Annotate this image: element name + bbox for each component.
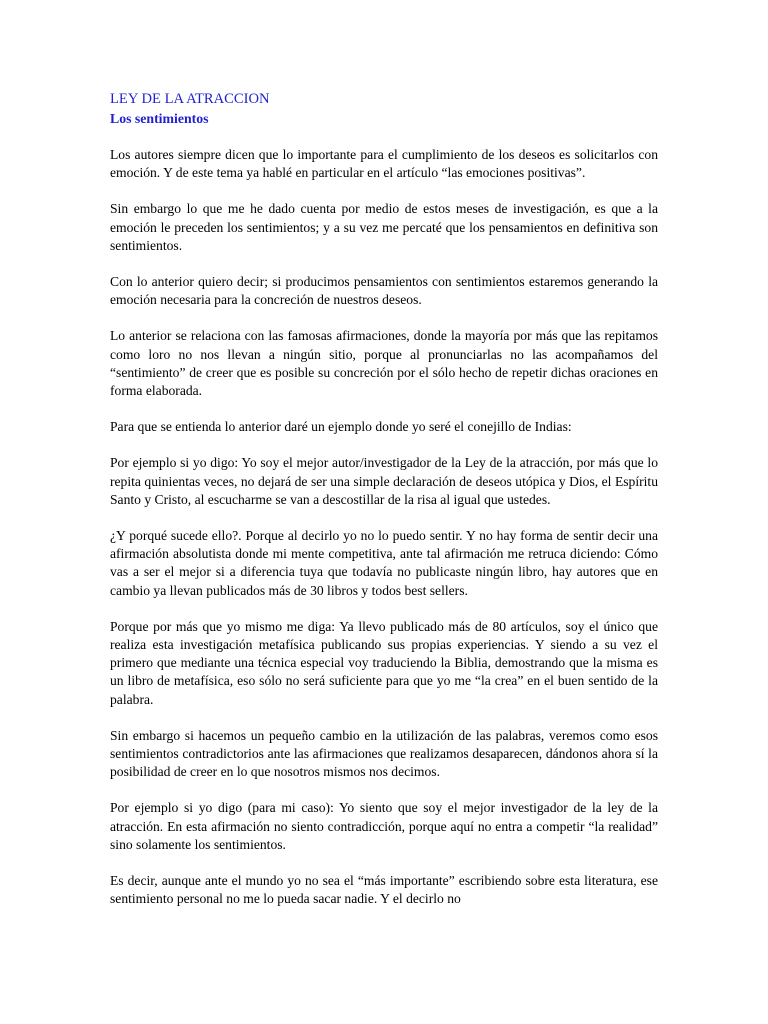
paragraph-10: Por ejemplo si yo digo (para mi caso): Yo siento que soy el mejor investigador de la ley de la atracción. En esta afirmación no siento contradicción, porque aquí no entra a competir “la realidad” sino solamente los sentimientos. [110, 800, 658, 852]
paragraph-2: Sin embargo lo que me he dado cuenta por medio de estos meses de investigación, es que a la emoción le preceden los sentimientos; y a su vez me percaté que los pensamientos en definitiva son sentimientos. [110, 201, 658, 253]
paragraph-11: Es decir, aunque ante el mundo yo no sea el “más importante” escribiendo sobre esta literatura, ese sentimiento personal no me lo pueda sacar nadie. Y el decirlo no [110, 873, 658, 907]
document-subtitle: Los sentimientos [110, 111, 209, 126]
document-page [110, 90, 658, 927]
paragraph-7: ¿Y porqué sucede ello?. Porque al decirlo yo no lo puedo sentir. Y no hay forma de sentir decir una afirmación absolutista donde mi mente competitiva, ante tal afirmación me retruca diciendo: Cómo vas a ser el mejor si a diferencia tuya que todavía no publicaste ningún libro, hay autores que en cambio ya llevan publicados más de 30 libros y todos best sellers. [110, 528, 658, 598]
paragraph-9: Sin embargo si hacemos un pequeño cambio en la utilización de las palabras, veremos como esos sentimientos contradictorios ante las afirmaciones que realizamos desaparecen, dándonos ahora sí la posibilidad de creer en lo que nosotros mismos nos decimos. [110, 727, 658, 780]
paragraph-1: Los autores siempre dicen que lo importante para el cumplimiento de los deseos es solicitarlos con emoción. Y de este tema ya hablé en particular en el artículo “las emociones positivas”. [110, 147, 658, 181]
paragraph-3: Con lo anterior quiero decir; si producimos pensamientos con sentimientos estaremos generando la emoción necesaria para la concreción de nuestros deseos. [110, 274, 658, 308]
paragraph-5: Para que se entienda lo anterior daré un ejemplo donde yo seré el conejillo de Indias: [110, 419, 572, 435]
document-title: LEY DE LA ATRACCION [110, 91, 270, 107]
paragraph-4: Lo anterior se relaciona con las famosas afirmaciones, donde la mayoría por más que las repitamos como loro no nos llevan a ningún sitio, porque al pronunciarlas no las acompañamos del “sentimiento” de creer que es posible su concreción por el sólo hecho de repetir dichas oraciones en forma elaborada. [110, 328, 658, 399]
paragraph-8: Porque por más que yo mismo me diga: Ya llevo publicado más de 80 artículos, soy el único que realiza esta investigación metafísica publicando sus propias experiencias. Y siendo a su vez el primero que mediante una técnica especial voy traduciendo la Biblia, demostrando que la misma es un libro de metafísica, eso sólo no será suficiente para que yo me “la crea” en el buen sentido de la palabra. [110, 618, 658, 707]
paragraph-6: Por ejemplo si yo digo: Yo soy el mejor autor/investigador de la Ley de la atracción, por más que lo repita quinientas veces, no dejará de ser una simple declaración de deseos utópica y Dios, el Espíritu Santo y Cristo, al escucharme se van a descostillar de la risa al igual que ustedes. [110, 455, 658, 507]
